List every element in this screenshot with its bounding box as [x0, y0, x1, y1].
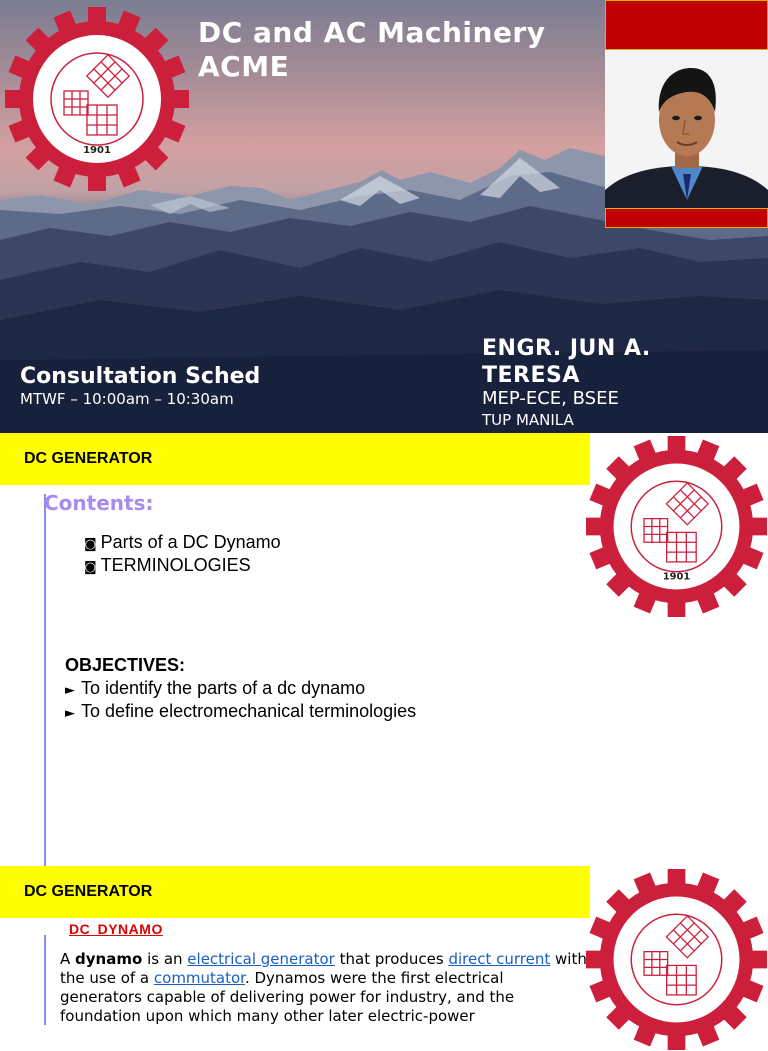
instructor-degree: MEP-ECE, BSEE [482, 388, 619, 409]
photo-top-bar [605, 0, 768, 50]
title-line-1: DC and AC Machinery [198, 16, 546, 49]
university-seal-icon [585, 435, 768, 618]
instructor-photo [605, 50, 768, 208]
svg-text:1901: 1901 [662, 571, 691, 583]
list-item [84, 554, 281, 577]
para-text: is an [142, 950, 188, 968]
electrical-generator-link[interactable]: electrical generator [187, 950, 335, 968]
title-line-2: ACME [198, 50, 290, 83]
slide2-header: DC GENERATOR [24, 450, 153, 467]
consultation-time: MTWF – 10:00am – 10:30am [20, 390, 234, 408]
contents-item: Parts of a DC Dynamo [100, 532, 281, 552]
slide3-header-bar [0, 866, 590, 918]
bullet-icon: ◙ [84, 537, 97, 552]
contents-title: Contents: [44, 491, 154, 515]
dynamo-paragraph [60, 950, 590, 1026]
para-text: that produces [334, 950, 449, 968]
svg-text:1901: 1901 [83, 145, 111, 156]
objective-item: To identify the parts of a dc dynamo [81, 678, 366, 698]
slide2-header-bar [0, 433, 590, 485]
vertical-rule [44, 494, 46, 866]
objectives-title: OBJECTIVES: [65, 655, 186, 675]
arrow-right-icon: ► [65, 683, 75, 698]
bullet-icon: ◙ [84, 560, 97, 575]
objective-item: To define electromechanical terminologies [81, 701, 417, 721]
list-item [84, 531, 281, 554]
list-item [65, 700, 416, 723]
list-item [65, 677, 416, 700]
para-text: A [60, 950, 76, 968]
contents-list [84, 531, 281, 577]
para-text: . Dynamos were the first electrical generators capable of delivering power for industry, and the foundation upon which many other later electric-power [60, 969, 515, 1025]
vertical-rule [44, 935, 46, 1025]
slide3-header: DC GENERATOR [24, 883, 153, 900]
title-slide [0, 0, 768, 433]
instructor-name-line-2: TERESA [482, 363, 580, 388]
instructor-school: TUP MANILA [482, 411, 574, 429]
commutator-link[interactable]: commutator [153, 969, 245, 987]
university-seal-icon [4, 6, 190, 192]
dc-dynamo-heading: DC DYNAMO [69, 921, 163, 937]
contents-item: TERMINOLOGIES [100, 555, 251, 575]
avatar [605, 50, 768, 208]
direct-current-link[interactable]: direct current [448, 950, 551, 968]
para-bold-term: dynamo [75, 950, 143, 968]
instructor-name [482, 335, 732, 389]
photo-bottom-bar [605, 208, 768, 228]
para-text: with the use of a [60, 950, 587, 987]
instructor-name-line-1: ENGR. JUN A. [482, 336, 651, 361]
page-title [198, 16, 598, 84]
consultation-title: Consultation Sched [20, 364, 261, 389]
objectives-list [65, 677, 416, 723]
arrow-right-icon: ► [65, 706, 75, 721]
